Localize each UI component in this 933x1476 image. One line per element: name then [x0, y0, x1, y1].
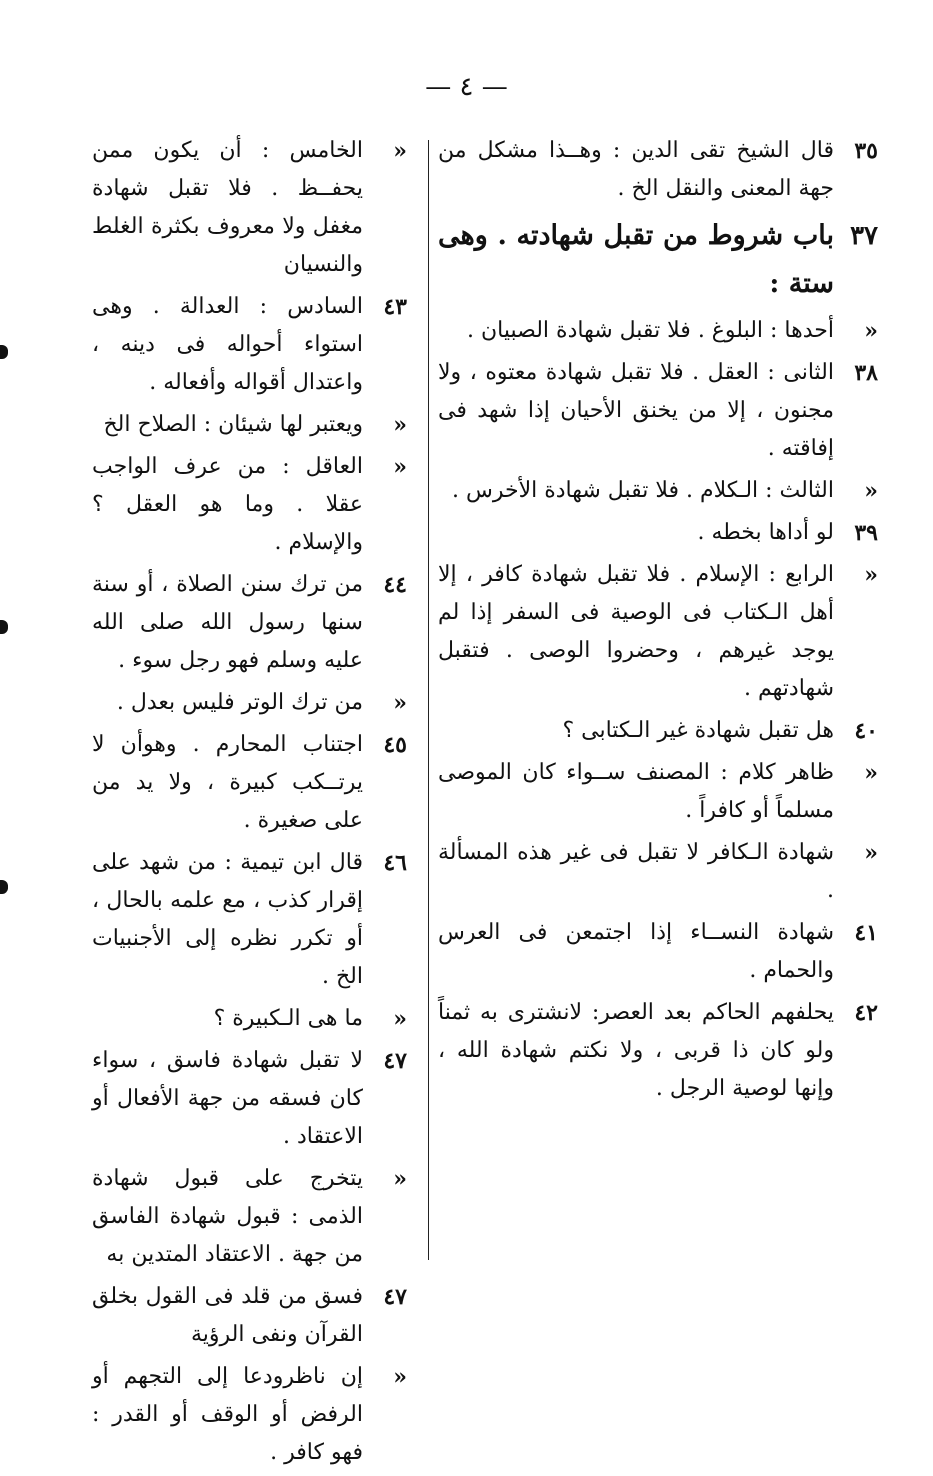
entry-text: لا تقبل شهادة فاسق ، سواء كان فسقه من جهة الأفعال أو الاعتقاد . [92, 1048, 363, 1149]
entry-number: ٤٦ [383, 850, 407, 876]
entry-number: « [393, 412, 407, 438]
entry-text: فسق من قلد فى القول بخلق القرآن ونفى الرؤية [92, 1284, 363, 1347]
entry [92, 448, 407, 562]
left-column [92, 132, 407, 1476]
entry-text: ويعتبر لها شيئان : الصلاح الخ [103, 412, 363, 437]
entry-number: « [864, 478, 878, 504]
entry-text: ظاهر كلام : المصنف ســواء كان الموصى مسلماً أو كافراً . [438, 760, 834, 823]
entry [438, 994, 878, 1108]
entry-text: السادس : العدالة . وهى استواء أحواله فى دينه ، واعتدال أقواله وأفعاله . [92, 294, 363, 395]
entry-text: العاقل : من عرف الواجب عقلا . وما هو العقل ؟ والإسلام . [92, 454, 363, 555]
entry [438, 514, 878, 552]
entry-text: يتخرج على قبول شهادة الذمى : قبول شهادة الفاسق من جهة . الاعتقاد المتدين به [92, 1166, 363, 1267]
entry [438, 556, 878, 708]
edge-mark [0, 880, 8, 894]
entry-text: شهادة النســاء إذا اجتمعن فى العرس والحمام . [438, 920, 834, 983]
entry-number: « [393, 454, 407, 480]
entry-text: أحدها : البلوغ . فلا تقبل شهادة الصبيان . [467, 318, 834, 343]
edge-mark [0, 345, 8, 359]
entry-text: شهادة الـكافر لا تقبل فى غير هذه المسألة . [438, 840, 834, 903]
entry-text: إن ناظرودعا إلى التجهم أو الرفض أو الوقف أو القدر : فهو كافر . [92, 1364, 363, 1465]
entry [438, 212, 878, 308]
page-number: — ٤ — [425, 72, 508, 102]
entry-number: « [864, 318, 878, 344]
entry [438, 914, 878, 990]
entry-number: ٤٣ [383, 294, 407, 320]
entry [92, 726, 407, 840]
entry [438, 354, 878, 468]
entry-text: الثالث : الـكلام . فلا تقبل شهادة الأخرس . [451, 478, 834, 503]
entry-text: ما هى الـكبيرة ؟ [213, 1006, 363, 1031]
entry-number: ٣٩ [854, 520, 878, 546]
entry-text: من ترك سنن الصلاة ، أو سنة سنها رسول الله صلى الله عليه وسلم فهو رجل سوء . [92, 572, 363, 673]
entry-text: اجتناب المحارم . وهوأن لا يرتــكب كبيرة ، ولا يد من على صغيرة . [92, 732, 363, 833]
entry [92, 1042, 407, 1156]
entry-number: ٤٥ [383, 732, 407, 758]
entry-number: ٣٨ [854, 360, 878, 386]
entry-text: الخامس : أن يكون ممن يحفــظ . فلا تقبل شهادة مغفل ولا معروف بكثرة الغلط والنسيان [92, 138, 363, 277]
entry [92, 1358, 407, 1472]
entry [92, 1278, 407, 1354]
entry-number: ٤٧ [383, 1284, 407, 1310]
entry-number: ٣٧ [850, 221, 878, 251]
entry-text: الرابع : الإسلام . فلا تقبل شهادة كافر ، إلا أهل الـكتاب فى الوصية فى السفر إذا لم يوجد غيرهم ، وحضروا الوصى . فتقبل شهادتهم . [438, 562, 834, 701]
entry-number: ٤٠ [854, 718, 878, 744]
entry-text: هل تقبل شهادة غير الـكتابى ؟ [562, 718, 834, 743]
entry-number: ٤٧ [383, 1048, 407, 1074]
entry [92, 132, 407, 284]
entry [92, 1000, 407, 1038]
entry-number: ٤١ [854, 920, 878, 946]
edge-mark [0, 620, 8, 634]
entry-number: « [864, 562, 878, 588]
entry-number: « [393, 1006, 407, 1032]
right-column [438, 132, 878, 1112]
entry-text: قال الشيخ تقى الدين : وهــذا مشكل من جهة المعنى والنقل الخ . [438, 138, 834, 201]
entry [438, 834, 878, 910]
entry [438, 712, 878, 750]
entry-number: « [393, 1364, 407, 1390]
entry [438, 312, 878, 350]
entry-text: من ترك الوتر فليس بعدل . [116, 690, 363, 715]
entry-number: « [393, 1166, 407, 1192]
entry [92, 684, 407, 722]
entry-text: الثانى : العقل . فلا تقبل شهادة معتوه ، ولا مجنون ، إلا من يخنق الأحيان إذا شهد فى إفاقته . [438, 360, 834, 461]
entry-number: « [393, 690, 407, 716]
entry-text: قال ابن تيمية : من شهد على إقرار كذب ، مع علمه بالحال ، أو تكرر نظره إلى الأجنبيات الخ . [92, 850, 363, 989]
entry [92, 566, 407, 680]
entry [92, 288, 407, 402]
entry [438, 754, 878, 830]
entry-number: « [864, 840, 878, 866]
entry-text: لو أداها بخطه . [697, 520, 834, 545]
entry-text: باب شروط من تقبل شهادته . وهى ستة : [438, 220, 834, 299]
entry [92, 406, 407, 444]
entry-number: « [864, 760, 878, 786]
entry [92, 844, 407, 996]
entry-number: ٤٢ [854, 1000, 878, 1026]
entry [438, 132, 878, 208]
entry [92, 1160, 407, 1274]
entry-text: يحلفهم الحاكم بعد العصر: لانشترى به ثمناً ولو كان ذا قربى ، ولا نكتم شهادة الله ، وإنها لوصية الرجل . [438, 1000, 834, 1101]
entry-number: « [393, 138, 407, 164]
entry-number: ٤٤ [383, 572, 407, 598]
column-divider [428, 140, 429, 1260]
entry [438, 472, 878, 510]
entry-number: ٣٥ [854, 138, 878, 164]
